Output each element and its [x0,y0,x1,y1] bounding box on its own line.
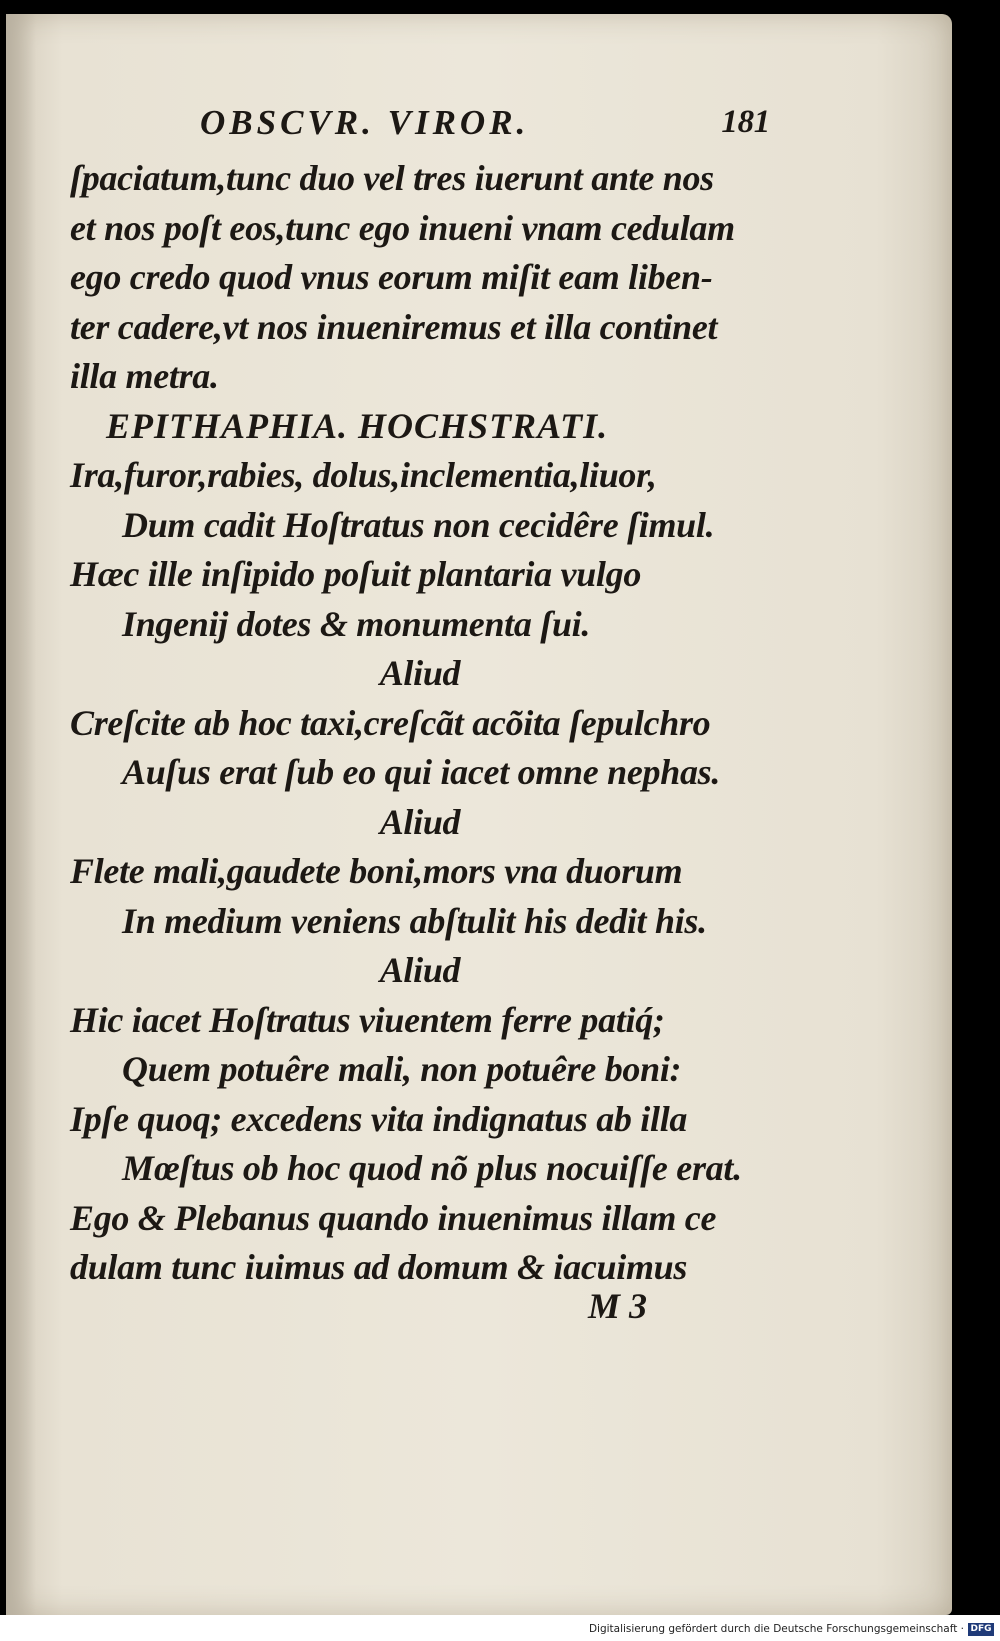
text-line: et nos poſt eos,tunc ego inueni vnam cedulam [70,207,735,248]
signature-mark: M 3 [588,1286,648,1326]
verse-line: Ingenij dotes & monumenta ſui. [122,603,591,644]
page-text-block [70,98,770,1293]
verse-line: Dum cadit Hoſtratus non cecidêre ſimul. [122,504,715,545]
verse-line: Ira,furor,rabies, dolus,inclementia,liuor, [70,455,657,495]
text-line: ego credo quod vnus eorum miſit eam liben- [70,257,713,297]
text-line: Ego & Plebanus quando inuenimus illam ce [70,1197,717,1238]
section-heading: Aliud [379,801,461,842]
verse-line: Hic iacet Hoſtratus viuentem ferre patiq́; [70,999,665,1040]
text-line: illa metra. [70,356,219,396]
verse-line: Creſcite ab hoc taxi,creſcãt acõita ſepulchro [70,702,711,743]
digitization-credit: Digitalisierung gefördert durch die Deutsche Forschungsgemeinschaft · [588,1623,964,1635]
text-line: ſpaciatum,tunc duo vel tres iuerunt ante nos [70,158,714,198]
text-line: ter cadere,vt nos inueniremus et illa continet [70,306,718,347]
page-gutter-shadow [6,14,36,1615]
text-line: dulam tunc iuimus ad domum & iacuimus [70,1247,688,1287]
verse-line: In medium veniens abſtulit his dedit his. [122,900,707,941]
verse-line: Flete mali,gaudete boni,mors vna duorum [70,851,683,891]
verse-line: Hæc ille inſipido poſuit plantaria vulgo [70,554,642,594]
section-heading: Aliud [379,653,461,693]
page-header [70,98,770,154]
footer-bar [0,1615,1000,1641]
running-title: OBSCVR. VIROR. [200,103,530,142]
verse-line: Quem potuêre mali, non potuêre boni: [122,1049,682,1089]
verse-line: Auſus erat ſub eo qui iacet omne nephas. [122,752,721,792]
section-heading: Aliud [379,950,461,990]
page-number: 181 [721,104,770,140]
verse-line: Mœſtus ob hoc quod nõ plus nocuiſſe erat. [122,1148,742,1188]
verse-line: Ipſe quoq; excedens vita indignatus ab illa [70,1098,688,1139]
epitaph-heading: EPITHAPHIA. HOCHSTRATI. [106,405,609,446]
dfg-logo-icon: DFG [968,1623,994,1636]
